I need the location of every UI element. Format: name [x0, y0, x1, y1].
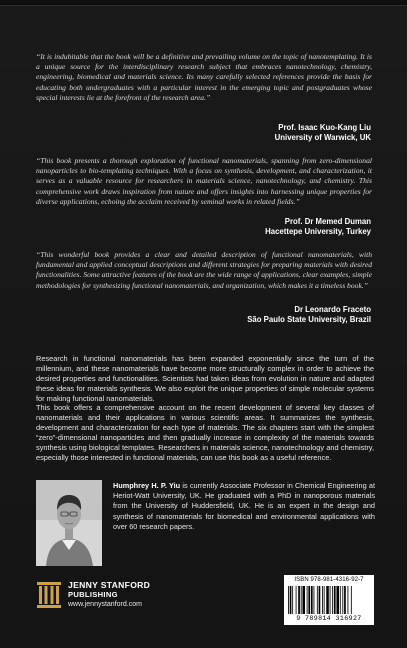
author-photo: [36, 480, 102, 566]
endorser-name-2: Prof. Dr Memed Duman: [284, 217, 371, 226]
endorser-name-3: Dr Leonardo Fraceto: [294, 305, 371, 314]
publisher-name-line2: PUBLISHING: [68, 590, 118, 599]
endorser-name-1: Prof. Isaac Kuo-Kang Liu: [278, 123, 371, 132]
isbn-number: 9 789814 316927: [296, 615, 362, 622]
publisher-pillar-icon: [36, 580, 62, 610]
barcode-bars: [288, 586, 370, 614]
endorsement-attribution-3: [71, 305, 371, 325]
endorser-affiliation-2: Hacettepe University, Turkey: [265, 227, 371, 237]
author-bio: [113, 481, 375, 532]
top-edge: [0, 0, 407, 6]
author-bio-text: is currently Associate Professor in Chemical Engineering at Heriot-Watt University, UK. He graduated with a PhD in nanoporous materials from the University of Huddersfield, UK. He is an expert in the design and synthesis of nanomaterials for biomedical and environmental applications with over 60 research papers.: [113, 481, 375, 531]
description-paragraph-1: Research in functional nanomaterials has been expanded exponentially since the turn of the millennium, and these nanomaterials have become more structurally complex in order to achieve the desired properties and functionalities. Scientists had taken ideas from evolution in nature and adapted these ideas for materials synthesis. We also exploit the unique properties of simple molecular systems for making functional nanomaterials.: [36, 354, 374, 404]
author-portrait-image: [36, 480, 102, 566]
endorser-affiliation-3: São Paulo State University, Brazil: [247, 315, 371, 325]
endorsement-quote-3: “This wonderful book provides a clear and detailed description of functional nanomaterials, with fundamental and applied conceptual descriptions and different strategies for preparing materials with desired functionalities. Some attractive features of the book are the wide range of applications, clear examples, simple methodologies for synthesizing functional nanomaterials, and organization, which makes it a timeless book.”: [36, 250, 372, 290]
endorsement-attribution-2: [71, 217, 371, 237]
isbn-label: ISBN 978-981-4316-92-7: [294, 577, 364, 583]
publisher-name-line1: JENNY STANFORD: [68, 580, 151, 590]
endorsement-attribution-1: [71, 123, 371, 143]
author-name: Humphrey H. P. Yiu: [113, 481, 181, 490]
endorsement-quote-2: “This book presents a thorough exploration of functional nanomaterials, spanning from zero-dimensional nanoparticles to bio-templating techniques. With a focus on synthesis, development, and characterization, it serves as a valuable resource for researchers in materials science, nanotechnology, and chemistry. This comprehensive work draws inspiration from nature and offers insights into harnessing unique properties for diverse applications, echoing the acclaim received by seminal works in related fields.”: [36, 156, 372, 206]
description-paragraph-2: This book offers a comprehensive account on the recent development of several key classes of nanomaterials and their applications in various scientific areas. It summarizes the synthesis, development and characterization for each type of materials. The six chapters start with the simplest “zero”-dimensional nanoparticles and then gradually increase in complexity of the materials towards synthesis using biological templates. Researchers in materials science, nanotechnology and chemistry, especially those interested in functional materials, can use this book as a useful reference.: [36, 403, 374, 463]
endorser-affiliation-1: University of Warwick, UK: [274, 133, 371, 143]
isbn-barcode: [284, 575, 374, 625]
publisher-logo: [36, 578, 176, 618]
endorsement-quote-1: “It is indubitable that the book will be a definitive and prevailing volume on the topic of nanotemplating. It is a unique source for the interdisciplinary research subject that embraces nanotechnology, chemistry, engineering, biomedical and materials science. Its many carefully selected references provide the basis for educating both undergraduates with a particular interest in the emerging topic and postgraduates whose special interests lie at the forefront of the research area.”: [36, 52, 372, 102]
publisher-url: www.jennystanford.com: [68, 601, 142, 608]
